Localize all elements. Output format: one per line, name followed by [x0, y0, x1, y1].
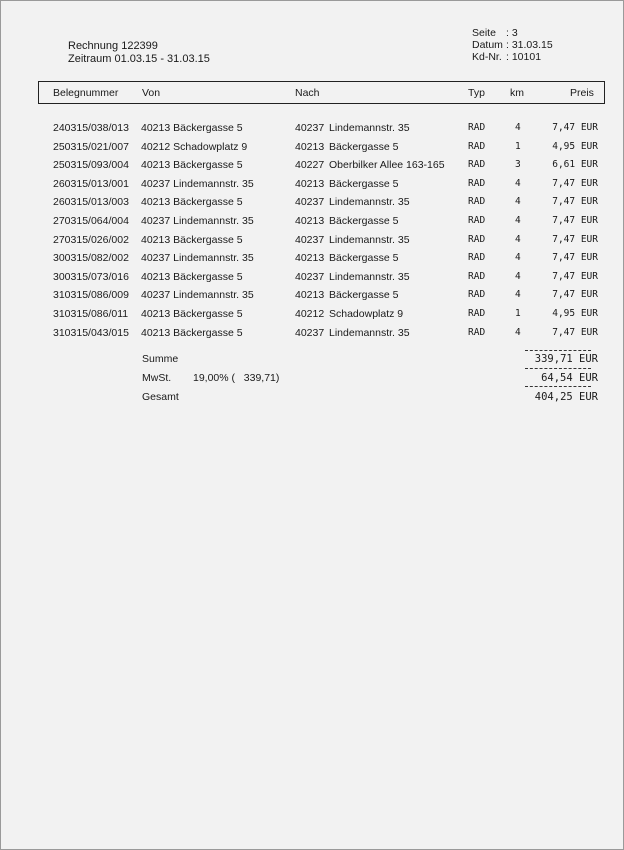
col-typ: Typ: [468, 87, 485, 99]
cell-typ: RAD: [468, 289, 486, 301]
cell-von: 40237 Lindemannstr. 35: [141, 252, 254, 265]
cell-typ: RAD: [468, 252, 486, 264]
cell-typ: RAD: [468, 326, 486, 338]
table-row: [1, 249, 624, 267]
mwst-detail: 19,00% ( 339,71): [193, 372, 280, 384]
cell-preis: 7,47 EUR: [552, 326, 598, 338]
cell-km: 1: [515, 140, 521, 152]
cell-belegnummer: 310315/043/015: [53, 326, 129, 339]
cell-km: 4: [515, 215, 521, 226]
cell-belegnummer: 250315/021/007: [53, 140, 129, 153]
cell-nach-strasse: Bäckergasse 5: [329, 177, 399, 190]
cell-nach-plz: 40213: [295, 140, 325, 153]
cell-nach-plz: 40237: [295, 233, 325, 246]
cell-typ: RAD: [468, 122, 486, 133]
summe-rule: [525, 350, 591, 351]
cell-nach-strasse: Lindemannstr. 35: [329, 270, 410, 283]
cell-von: 40237 Lindemannstr. 35: [141, 289, 254, 302]
gesamt-value: 404,25 EUR: [534, 391, 598, 403]
cell-nach-strasse: Schadowplatz 9: [329, 308, 404, 320]
cell-von: 40213 Bäckergasse 5: [141, 196, 243, 209]
cell-preis: 7,47 EUR: [552, 270, 598, 282]
cell-km: 4: [515, 233, 521, 245]
cell-nach-plz: 40237: [295, 196, 325, 209]
cell-nach-plz: 40237: [295, 270, 325, 283]
table-row: [1, 305, 624, 323]
table-row: [1, 268, 624, 286]
table-row: [1, 231, 624, 249]
cell-von: 40213 Bäckergasse 5: [141, 159, 243, 172]
cell-typ: RAD: [468, 177, 486, 189]
cell-preis: 7,47 EUR: [552, 289, 598, 301]
cell-belegnummer: 310315/086/009: [53, 289, 129, 302]
cell-typ: RAD: [468, 308, 486, 319]
page-value: : 3: [506, 27, 518, 39]
gesamt-rule: [525, 386, 591, 387]
cell-km: 4: [515, 270, 521, 282]
cell-typ: RAD: [468, 270, 486, 282]
customer-value: : 10101: [506, 51, 542, 63]
table-row: [1, 212, 624, 230]
cell-von: 40213 Bäckergasse 5: [141, 122, 243, 134]
cell-preis: 4,95 EUR: [552, 140, 598, 152]
cell-nach-strasse: Lindemannstr. 35: [329, 233, 410, 246]
table-row: [1, 175, 624, 193]
cell-typ: RAD: [468, 159, 486, 171]
col-km: km: [510, 87, 524, 99]
cell-von: 40237 Lindemannstr. 35: [141, 177, 254, 190]
cell-typ: RAD: [468, 215, 486, 226]
cell-km: 3: [515, 159, 521, 171]
cell-belegnummer: 250315/093/004: [53, 159, 129, 172]
date-label: Datum: [472, 39, 503, 51]
col-nach: Nach: [295, 87, 320, 99]
cell-km: 4: [515, 252, 521, 264]
cell-nach-plz: 40213: [295, 252, 325, 265]
cell-von: 40213 Bäckergasse 5: [141, 308, 243, 320]
cell-nach-plz: 40237: [295, 326, 325, 339]
table-row: [1, 138, 624, 156]
cell-km: 4: [515, 196, 521, 208]
cell-nach-strasse: Lindemannstr. 35: [329, 122, 410, 134]
page-label: Seite: [472, 27, 496, 39]
cell-km: 1: [515, 308, 521, 319]
cell-von: 40212 Schadowplatz 9: [141, 140, 248, 153]
column-header: [38, 81, 605, 104]
cell-von: 40213 Bäckergasse 5: [141, 233, 243, 246]
cell-preis: 6,61 EUR: [552, 159, 598, 171]
cell-km: 4: [515, 326, 521, 338]
cell-von: 40213 Bäckergasse 5: [141, 326, 243, 339]
cell-von: 40213 Bäckergasse 5: [141, 270, 243, 283]
cell-belegnummer: 300315/082/002: [53, 252, 129, 265]
cell-belegnummer: 260315/013/001: [53, 177, 129, 190]
mwst-label: MwSt.: [142, 372, 172, 384]
cell-nach-strasse: Bäckergasse 5: [329, 140, 399, 153]
cell-von: 40237 Lindemannstr. 35: [141, 215, 254, 227]
gesamt-label: Gesamt: [142, 391, 179, 403]
cell-nach-strasse: Bäckergasse 5: [329, 252, 399, 265]
cell-preis: 7,47 EUR: [552, 122, 598, 133]
table-row: [1, 286, 624, 304]
cell-belegnummer: 260315/013/003: [53, 196, 129, 209]
summe-label: Summe: [142, 353, 179, 365]
mwst-rule: [525, 368, 591, 369]
invoice-title: Rechnung 122399: [68, 40, 158, 52]
cell-belegnummer: 300315/073/016: [53, 270, 129, 283]
summe-value: 339,71 EUR: [534, 353, 598, 365]
cell-preis: 7,47 EUR: [552, 233, 598, 245]
cell-nach-strasse: Oberbilker Allee 163-165: [329, 159, 445, 172]
cell-typ: RAD: [468, 233, 486, 245]
mwst-value: 64,54 EUR: [541, 372, 598, 384]
cell-nach-plz: 40237: [295, 122, 325, 134]
cell-preis: 7,47 EUR: [552, 196, 598, 208]
cell-nach-strasse: Bäckergasse 5: [329, 215, 399, 227]
table-row: [1, 324, 624, 342]
cell-preis: 7,47 EUR: [552, 252, 598, 264]
cell-nach-plz: 40213: [295, 289, 325, 302]
cell-typ: RAD: [468, 140, 486, 152]
cell-km: 4: [515, 122, 521, 133]
col-preis: Preis: [570, 87, 594, 99]
cell-nach-plz: 40213: [295, 177, 325, 190]
cell-nach-strasse: Lindemannstr. 35: [329, 326, 410, 339]
date-value: : 31.03.15: [506, 39, 553, 51]
cell-belegnummer: 310315/086/011: [53, 308, 129, 320]
cell-nach-plz: 40227: [295, 159, 325, 172]
col-belegnummer: Belegnummer: [53, 87, 119, 99]
cell-typ: RAD: [468, 196, 486, 208]
customer-label: Kd-Nr.: [472, 51, 502, 63]
table-row: [1, 156, 624, 174]
cell-belegnummer: 270315/026/002: [53, 233, 129, 246]
table-row: [1, 193, 624, 211]
cell-nach-strasse: Lindemannstr. 35: [329, 196, 410, 209]
cell-nach-strasse: Bäckergasse 5: [329, 289, 399, 302]
invoice-period: Zeitraum 01.03.15 - 31.03.15: [68, 53, 210, 65]
col-von: Von: [142, 87, 161, 99]
table-row: [1, 119, 624, 137]
cell-nach-plz: 40213: [295, 215, 325, 227]
cell-belegnummer: 240315/038/013: [53, 122, 129, 134]
cell-nach-plz: 40212: [295, 308, 325, 320]
cell-km: 4: [515, 289, 521, 301]
cell-km: 4: [515, 177, 521, 189]
cell-preis: 7,47 EUR: [552, 177, 598, 189]
cell-preis: 7,47 EUR: [552, 215, 598, 226]
cell-preis: 4,95 EUR: [552, 308, 598, 319]
cell-belegnummer: 270315/064/004: [53, 215, 129, 227]
